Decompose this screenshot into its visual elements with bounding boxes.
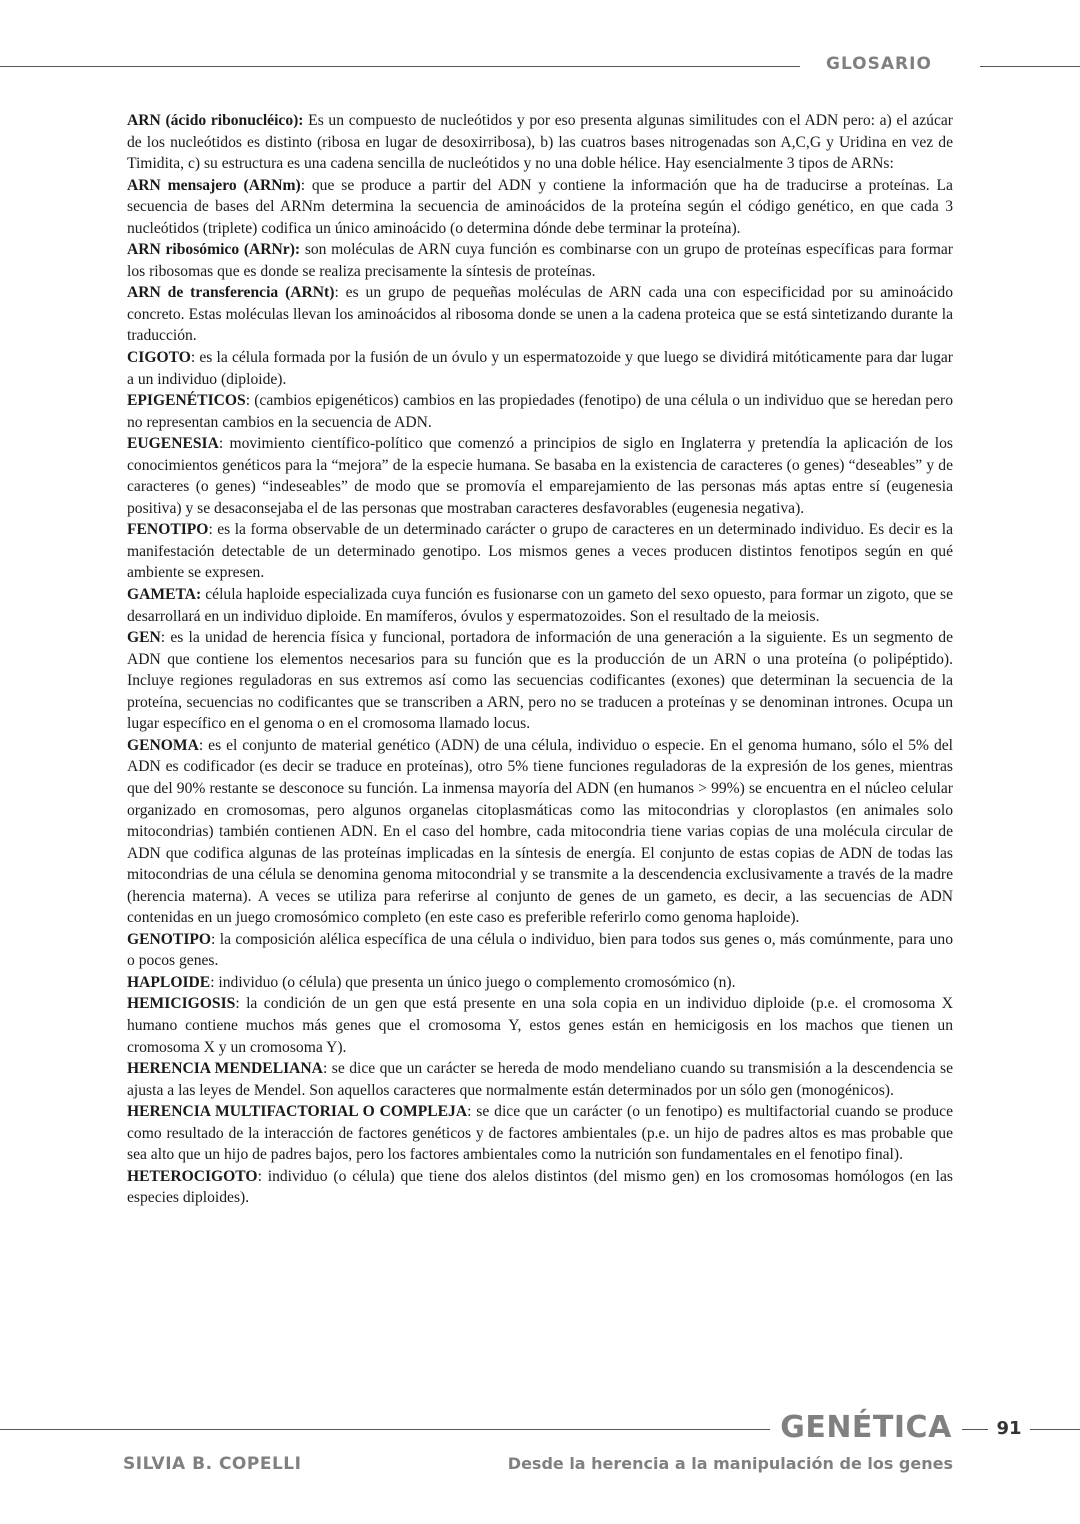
entry-term: GENOTIPO xyxy=(127,930,212,948)
glossary-entry-cigoto xyxy=(127,347,953,390)
book-title: GENÉTICA xyxy=(780,1410,952,1445)
entry-term: ARN de transferencia (ARNt) xyxy=(127,284,335,302)
entry-term: CIGOTO xyxy=(127,349,191,367)
glossary-entry-arnr xyxy=(127,239,953,282)
glossary-entry-herencia-multifactorial xyxy=(127,1101,953,1166)
entry-term: GEN xyxy=(127,629,161,647)
entry-term: EUGENESIA xyxy=(127,435,219,453)
section-title: GLOSARIO xyxy=(826,54,932,74)
footer-rule-left xyxy=(0,1429,770,1430)
glossary-entry-arn xyxy=(127,110,953,175)
entry-text: : es la célula formada por la fusión de un óvulo y un espermatozoide y que luego se dividirá mitóticamente para dar lugar a un individuo (diploide). xyxy=(127,349,953,388)
glossary-entry-genoma xyxy=(127,735,953,929)
glossary-body xyxy=(127,110,953,1209)
footer-rule-right xyxy=(1030,1429,1080,1430)
entry-term: ARN (ácido ribonucléico): xyxy=(127,112,304,129)
entry-term: HERENCIA MULTIFACTORIAL O COMPLEJA xyxy=(127,1103,468,1121)
entry-term: ARN mensajero (ARNm) xyxy=(127,176,301,194)
glossary-entry-eugenesia xyxy=(127,433,953,519)
footer-rule-dash xyxy=(962,1429,988,1430)
entry-text: : la condición de un gen que está presente en una sola copia en un individuo diploide (p.e. el cromosoma X humano contiene muchos más genes que el cromosoma Y, estos genes están en hemicigosis en los machos que tienen un cromosoma X y un cromosoma Y). xyxy=(127,995,953,1056)
glossary-entry-genotipo xyxy=(127,929,953,972)
book-subtitle: Desde la herencia a la manipulación de los genes xyxy=(507,1454,953,1473)
glossary-entry-heterocigoto xyxy=(127,1166,953,1209)
glossary-entry-arnt xyxy=(127,282,953,347)
entry-text: : que se produce a partir del ADN y contiene la información que ha de traducirse a proteínas. La secuencia de bases del ARNm determina la secuencia de aminoácidos de la proteína según el código genético, en que cada 3 nucleótidos (triplete) codifica un único aminoácido (o determina dónde debe terminar la proteína). xyxy=(127,176,953,237)
glossary-entry-gameta xyxy=(127,584,953,627)
page-number: 91 xyxy=(996,1418,1022,1439)
entry-text: : se dice que un carácter (o un fenotipo) es multifactorial cuando se produce como resultado de la interacción de factores genéticos y de factores ambientales (p.e. un hijo de padres altos es mas probable que sea alto que un hijo de padres bajos, pero los factores ambientales como la nutrición son fundamentales en el fenotipo final). xyxy=(127,1103,953,1164)
entry-term: ARN ribosómico (ARNr): xyxy=(127,241,301,259)
entry-text: : (cambios epigenéticos) cambios en las propiedades (fenotipo) de una célula o un individuo que se heredan pero no representan cambios en la secuencia de ADN. xyxy=(127,392,953,431)
entry-term: GENOMA xyxy=(127,736,199,754)
entry-text: Es un compuesto de nucleótidos y por eso presenta algunas similitudes con el ADN pero: a) el azúcar de los nucleótidos es distinto (ribosa en lugar de desoxirribosa), b) las cuatros bases nitrogenadas son A,C,G y Uridina en vez de Timidita, c) su estructura es una cadena sencilla de nucleótidos y no una doble hélice. Hay esencialmente 3 tipos de ARNs: xyxy=(127,112,953,173)
entry-text: célula haploide especializada cuya función es fusionarse con un gameto del sexo opuesto, para formar un zigoto, que se desarrollará en un individuo diploide. En mamíferos, óvulos y espermatozoides. Son el resultado de la meiosis. xyxy=(127,586,953,625)
entry-text: : movimiento científico-político que comenzó a principios de siglo en Inglaterra y pretendía la aplicación de los conocimientos genéticos para la “mejora” de la especie humana. Se basaba en la existencia de caracteres (o genes) “deseables” y de caracteres (o genes) “indeseables” de modo que se promovía el emparejamiento de las personas más aptas entre sí (eugenesia positiva) y se desaconsejaba el de las personas que mostraban caracteres desfavorables (eugenesia negativa). xyxy=(127,435,953,517)
glossary-entry-arnm xyxy=(127,175,953,240)
header-rule-right xyxy=(980,66,1080,67)
glossary-entry-herencia-mendeliana xyxy=(127,1058,953,1101)
entry-text: : es un grupo de pequeñas moléculas de ARN cada una con especificidad por su aminoácido concreto. Estas moléculas llevan los aminoácidos al ribosoma donde se unen a la cadena proteica que se está sintetizando durante la traducción. xyxy=(127,284,953,345)
entry-text: : es la forma observable de un determinado carácter o grupo de caracteres en un determinado individuo. Es decir es la manifestación detectable de un determinado genotipo. Los mismos genes a veces producen distintos fenotipos según en qué ambiente se expresen. xyxy=(127,521,953,582)
entry-term: HETEROCIGOTO xyxy=(127,1167,258,1185)
header-rule-left xyxy=(0,66,800,67)
entry-term: EPIGENÉTICOS xyxy=(127,392,246,410)
entry-text: son moléculas de ARN cuya función es combinarse con un grupo de proteínas específicas para formar los ribosomas que es donde se realiza precisamente la síntesis de proteínas. xyxy=(127,241,953,280)
entry-text: : individuo (o célula) que tiene dos alelos distintos (del mismo gen) en los cromosomas homólogos (en las especies diploides). xyxy=(127,1167,953,1207)
author-name: SILVIA B. COPELLI xyxy=(123,1454,302,1474)
entry-term: HAPLOIDE xyxy=(127,973,211,991)
entry-term: GAMETA: xyxy=(127,586,202,604)
entry-text: : es el conjunto de material genético (ADN) de una célula, individuo o especie. En el genoma humano, sólo el 5% del ADN es codificador (es decir se traduce en proteínas), otro 5% tiene funciones reguladoras de la expresión de los genes, mientras que del 90% restante se desconoce su función. La inmensa mayoría del ADN (en humanos > 99%) se encuentra en el núcleo celular organizado en cromosomas, pero algunos organelas citoplasmáticas como las mitocondrias y cloroplastos (en animales solo mitocondrias) también contienen ADN. En el caso del hombre, cada mitocondria tiene varias copias de una molécula circular de ADN que codifica algunas de las proteínas implicadas en la síntesis de energía. El conjunto de estas copias de ADN de todas las mitocondrias de una célula se denomina genoma mitocondrial y se transmite a la descendencia exclusivamente a través de la madre (herencia materna). A veces se utiliza para referirse al conjunto de genes de un gameto, es decir, a las secuencias de ADN contenidas en un juego cromosómico completo (en este caso es preferible referirlo como genoma haploide). xyxy=(127,736,953,927)
entry-text: : individuo (o célula) que presenta un único juego o complemento cromosómico (n). xyxy=(210,973,736,991)
glossary-entry-gen xyxy=(127,627,953,735)
glossary-entry-epigeneticos xyxy=(127,390,953,433)
entry-term: HEMICIGOSIS xyxy=(127,995,236,1013)
glossary-entry-haploide xyxy=(127,972,953,994)
glossary-entry-hemicigosis xyxy=(127,993,953,1058)
glossary-entry-fenotipo xyxy=(127,519,953,584)
entry-text: : la composición alélica específica de una célula o individuo, bien para todos sus genes o, más comúnmente, para uno o pocos genes. xyxy=(127,930,953,970)
entry-term: FENOTIPO xyxy=(127,521,209,539)
entry-text: : es la unidad de herencia física y funcional, portadora de información de una generación a la siguiente. Es un segmento de ADN que contiene los elementos necesarios para su función que es la producción de un ARN o una proteína (o polipéptido). Incluye regiones reguladoras en sus extremos así como las secuencias codificantes (exones) que determinan la secuencia de la proteína, secuencias no codificantes que se transcriben a ARN, pero no se traducen a proteínas y se denominan intrones. Ocupa un lugar específico en el genoma o en el cromosoma llamado locus. xyxy=(127,629,953,733)
entry-text: : se dice que un carácter se hereda de modo mendeliano cuando su transmisión a la descendencia se ajusta a las leyes de Mendel. Son aquellos caracteres que normalmente están determinados por un sólo gen (monogénicos). xyxy=(127,1060,953,1099)
entry-term: HERENCIA MENDELIANA xyxy=(127,1060,323,1078)
